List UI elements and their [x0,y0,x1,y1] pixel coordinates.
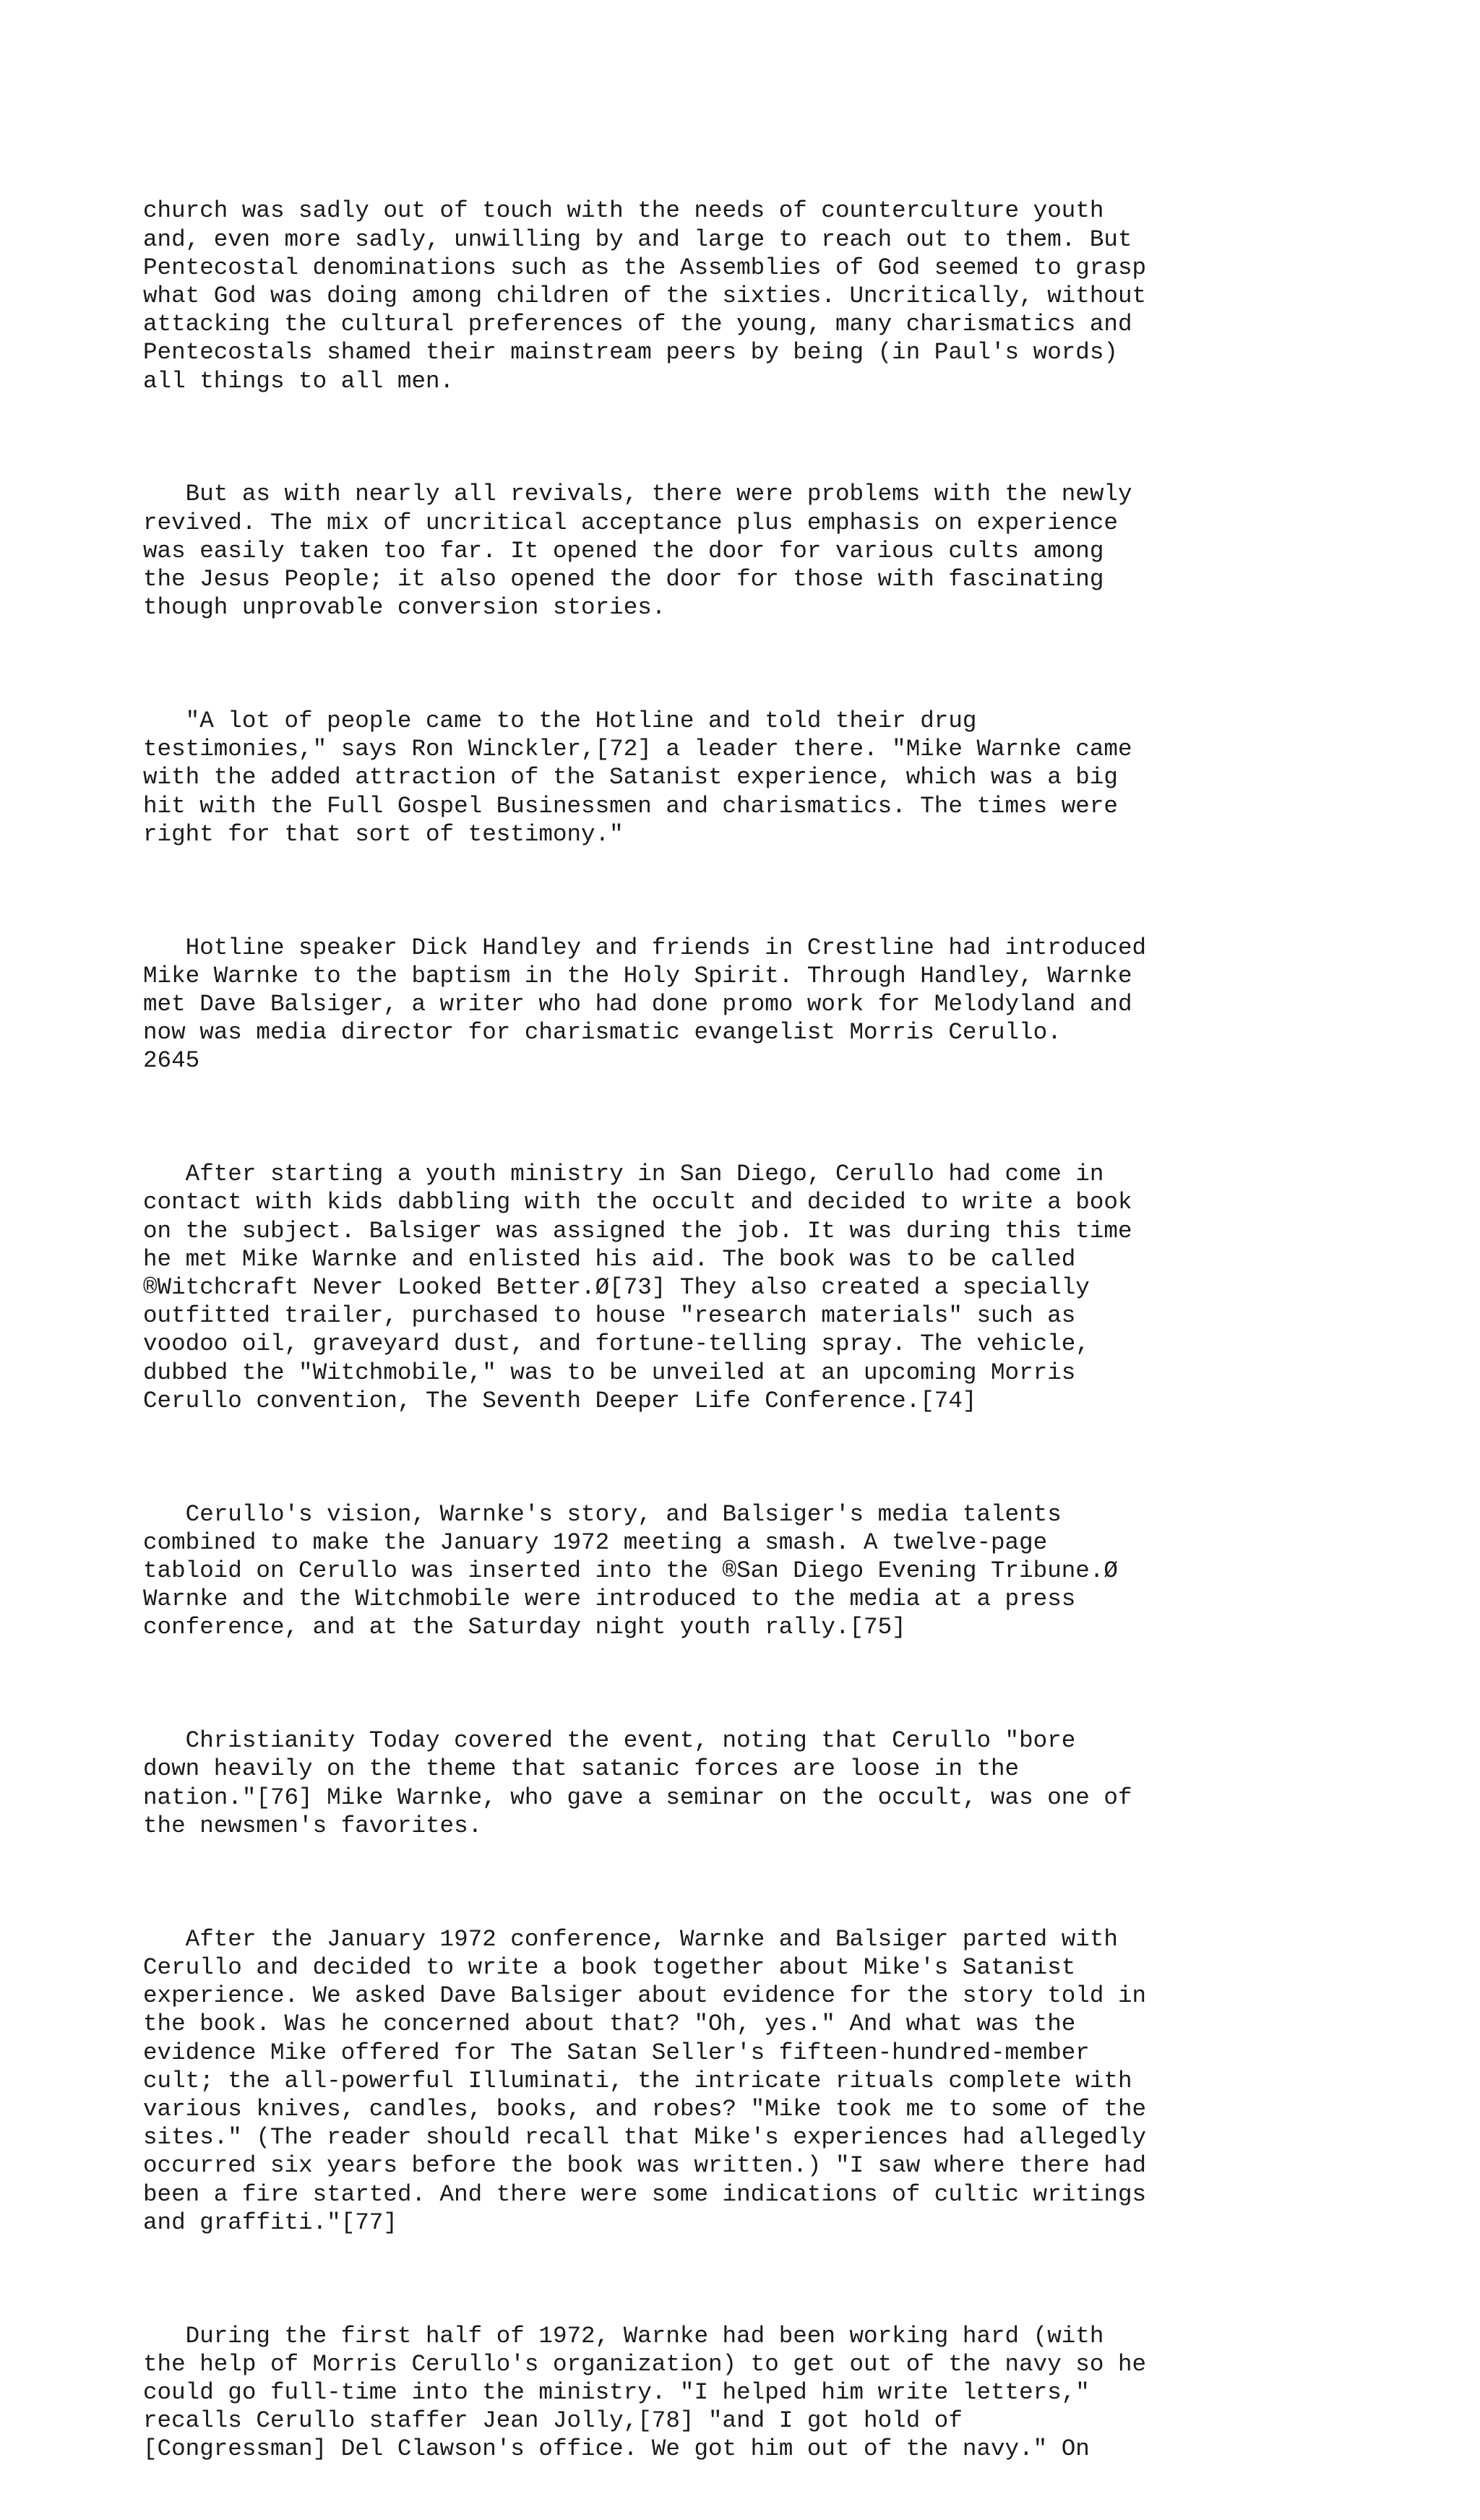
paragraph-2: But as with nearly all revivals, there were problems with the newly revived. The mix of uncritical acceptance plus emphasis on experience was easily taken too far. It opened the door for various cults among the Jesus People; it also opened the door for those with fascinating though unprovable conversion stories. [143,481,1132,622]
paragraph-7: Christianity Today covered the event, noting that Cerullo "bore down heavily on the theme that satanic forces are loose in the nation."[76] Mike Warnke, who gave a seminar on the occult, was one of the newsmen's favorites. [143,1727,1132,1839]
paragraph-5: After starting a youth ministry in San Diego, Cerullo had come in contact with kids dabbling with the occult and decided to write a book on the subject. Balsiger was assigned the job. It was during this time he met Mike Warnke and enlisted his aid. The book was to be called ®Witchcraft Never Looked Better.Ø[73] They also created a specially outfitted trailer, purchased to house "research materials" such as voodoo oil, graveyard dust, and fortune-telling spray. The vehicle, dubbed the "Witchmobile," was to be unveiled at an upcoming Morris Cerullo convention, The Seventh Deeper Life Conference.[74] [143,1161,1132,1414]
paragraph-1: church was sadly out of touch with the needs of counterculture youth and, even more sadly, unwilling by and large to reach out to them. But Pentecostal denominations such as the Assemblies of God seemed to grasp what God was doing among children of the sixties. Uncritically, without attacking the cultural preferences of the young, many charismatics and Pentecostals shamed their mainstream peers by being (in Paul's words) all things to all men. [143,197,1147,395]
paragraph-6: Cerullo's vision, Warnke's story, and Balsiger's media talents combined to make the January 1972 meeting a smash. A twelve-page tabloid on Cerullo was inserted into the ®San Diego Evening Tribune.Ø Warnke and the Witchmobile were introduced to the media at a press conference, and at the Saturday night youth rally.[75] [143,1500,1118,1641]
paragraph-9: During the first half of 1972, Warnke had been working hard (with the help of Morris Cerullo's organization) to get out of the navy so he could go full-time into the ministry. "I helped him write letters," recalls Cerullo staffer Jean Jolly,[78] "and I got hold of [Congressman] Del Clawson's office. We got him out of the navy." On [143,2322,1147,2463]
paragraph-4: Hotline speaker Dick Handley and friends in Crestline had introduced Mike Warnke to the baptism in the Holy Spirit. Through Handley, Warnke met Dave Balsiger, a writer who had done promo work for Melodyland and now was media director for charismatic evangelist Morris Cerullo. 2645 [143,934,1147,1075]
paragraph-3: "A lot of people came to the Hotline and told their drug testimonies," says Ron Winckler,[72] a leader there. "Mike Warnke came with the added attraction of the Satanist experience, which was a big hit with the Full Gospel Businessmen and charismatics. The times were right for that sort of testimony." [143,708,1132,848]
document-page [143,140,1372,2520]
paragraph-8: After the January 1972 conference, Warnke and Balsiger parted with Cerullo and decided to write a book together about Mike's Satanist experience. We asked Dave Balsiger about evidence for the story told in the book. Was he concerned about that? "Oh, yes." And what was the evidence Mike offered for The Satan Seller's fifteen-hundred-member cult; the all-powerful Illuminati, the intricate rituals complete with various knives, candles, books, and robes? "Mike took me to some of the sites." (The reader should recall that Mike's experiences had allegedly occurred six years before the book was written.) "I saw where there had been a fire started. And there were some indications of cultic writings and graffiti."[77] [143,1925,1147,2236]
